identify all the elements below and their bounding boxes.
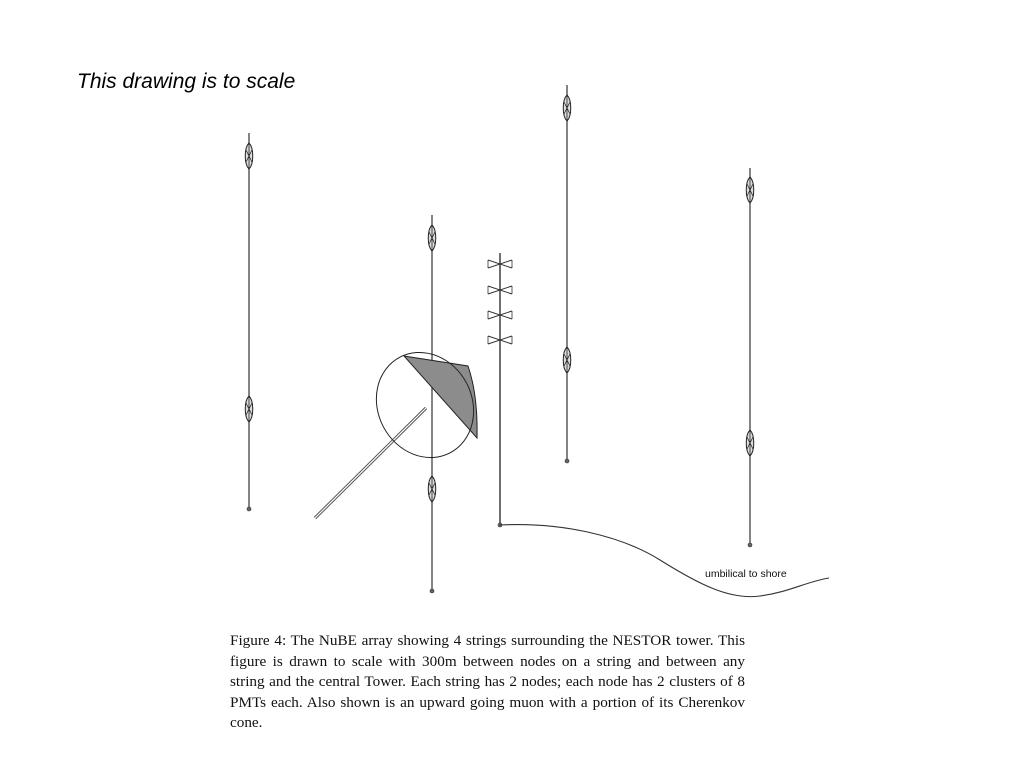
nestor-tower	[488, 253, 512, 527]
string-3-node-upper	[563, 95, 571, 121]
string-3-node-lower	[563, 347, 571, 373]
muon-track	[315, 408, 426, 518]
string-3	[563, 85, 571, 463]
string-4-node-lower	[746, 430, 754, 456]
string-2-node-upper	[428, 225, 436, 251]
string-1-node-lower	[245, 396, 253, 422]
string-4-anchor	[748, 543, 752, 547]
string-2	[428, 215, 436, 593]
string-1-anchor	[247, 507, 251, 511]
string-2-node-lower	[428, 476, 436, 502]
string-1	[245, 133, 253, 511]
string-4-node-upper	[746, 177, 754, 203]
string-2-anchor	[430, 589, 434, 593]
umbilical-label: umbilical to shore	[705, 568, 787, 580]
string-4	[746, 168, 754, 547]
umbilical-cable	[500, 525, 829, 597]
string-1-node-upper	[245, 143, 253, 169]
string-3-anchor	[565, 459, 569, 463]
figure-caption: Figure 4: The NuBE array showing 4 strings surrounding the NESTOR tower. This figure is drawn to scale with 300m between nodes on a string and between any string and the central Tower. Each string has 2 nodes; each node has 2 clusters of 8 PMTs each. Also shown is an upward going muon with a portion of its Cherenkov cone.	[230, 632, 745, 732]
slide-heading: This drawing is to scale	[77, 70, 296, 93]
